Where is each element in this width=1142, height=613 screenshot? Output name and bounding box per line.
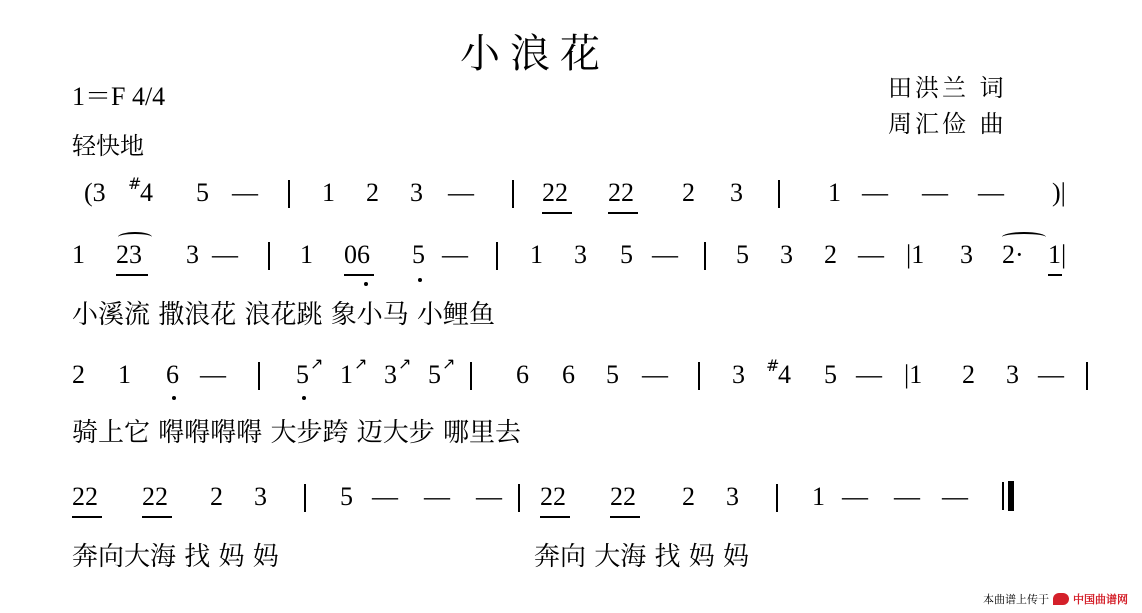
site-name: 中国曲谱网 (1073, 593, 1128, 606)
lyrics-line-2: 小溪流 撒浪花 浪花跳 象小马 小鲤鱼 (72, 300, 496, 330)
note: 2 (210, 482, 223, 511)
note: 5 (296, 360, 309, 389)
site-logo-icon (1053, 593, 1069, 605)
low-octave-dot (418, 278, 422, 282)
grace-arrow-icon: ↗ (354, 354, 368, 373)
underline (542, 212, 572, 214)
note: 6 (516, 360, 529, 389)
dotted-note: 2· (1002, 240, 1024, 269)
note: |1 (906, 240, 925, 269)
score-line-1 (72, 174, 1112, 224)
dash: — (894, 482, 920, 511)
closing-paren: )| (1052, 178, 1066, 207)
note: 5 (824, 360, 837, 389)
underline (608, 212, 638, 214)
key-signature: 1＝F 4/4 (72, 82, 166, 111)
note: 2 (962, 360, 975, 389)
composer-credit: 周汇俭 曲 (888, 110, 1007, 138)
note: 1 (828, 178, 841, 207)
note-pair: 22 (72, 482, 98, 511)
barline (778, 180, 780, 208)
underline (142, 516, 172, 518)
note: 6 (562, 360, 575, 389)
dash: — (856, 360, 882, 389)
final-barline-thin (1002, 482, 1004, 510)
note: |1 (904, 360, 923, 389)
score-line-3 (72, 354, 1112, 406)
dash: — (448, 178, 474, 207)
barline (1086, 362, 1088, 390)
lyrics-line-3: 骑上它 嘚嘚嘚嘚 大步跨 迈大步 哪里去 (72, 418, 522, 448)
note: 4 (778, 360, 791, 389)
note: 2 (366, 178, 379, 207)
final-barline-thick (1008, 481, 1014, 511)
site-watermark (983, 591, 1128, 607)
underline (116, 274, 148, 276)
note: 3 (780, 240, 793, 269)
barline (512, 180, 514, 208)
note: 3 (730, 178, 743, 207)
low-octave-dot (172, 396, 176, 400)
dash: — (424, 482, 450, 511)
note: 6 (166, 360, 179, 389)
note-pair: 22 (608, 178, 634, 207)
dash: — (1038, 360, 1064, 389)
sharp-sign: # (128, 174, 142, 193)
note: 5 (428, 360, 441, 389)
dash: — (862, 178, 888, 207)
barline (288, 180, 290, 208)
note: 3 (410, 178, 423, 207)
score-line-4 (72, 482, 1112, 528)
underline (610, 516, 640, 518)
note: 4 (140, 178, 153, 207)
dash: — (232, 178, 258, 207)
note: 2 (682, 178, 695, 207)
note: 3 (732, 360, 745, 389)
lyrics-line-4b: 奔向 大海 找 妈 妈 (534, 542, 750, 572)
barline (268, 242, 270, 270)
note-pair: 22 (542, 178, 568, 207)
note: 5 (340, 482, 353, 511)
note: (3 (84, 178, 106, 207)
note: 5 (196, 178, 209, 207)
note-pair: 22 (540, 482, 566, 511)
note: 1 (812, 482, 825, 511)
note-pair: 06 (344, 240, 370, 269)
barline (698, 362, 700, 390)
note: 1 (530, 240, 543, 269)
underline (344, 274, 374, 276)
sharp-sign: # (766, 356, 780, 375)
note: 5 (412, 240, 425, 269)
note: 3 (186, 240, 199, 269)
dash: — (212, 240, 238, 269)
note-pair: 22 (142, 482, 168, 511)
lyrics-line-4a: 奔向大海 找 妈 妈 (72, 542, 279, 572)
dash: — (978, 178, 1004, 207)
dash: — (942, 482, 968, 511)
note: 1| (1048, 240, 1067, 269)
note: 3 (384, 360, 397, 389)
barline (496, 242, 498, 270)
note: 1 (322, 178, 335, 207)
barline (518, 484, 520, 512)
barline (470, 362, 472, 390)
note: 1 (72, 240, 85, 269)
note-pair: 23 (116, 240, 142, 269)
note: 3 (960, 240, 973, 269)
grace-arrow-icon: ↗ (398, 354, 412, 373)
note: 5 (606, 360, 619, 389)
dash: — (476, 482, 502, 511)
barline (704, 242, 706, 270)
dash: — (858, 240, 884, 269)
note: 3 (1006, 360, 1019, 389)
note: 5 (736, 240, 749, 269)
grace-arrow-icon: ↗ (442, 354, 456, 373)
note: 1 (118, 360, 131, 389)
song-title: 小浪花 (460, 31, 610, 77)
note: 2 (824, 240, 837, 269)
note: 2 (682, 482, 695, 511)
low-octave-dot (302, 396, 306, 400)
underline (1048, 274, 1062, 276)
note: 2 (72, 360, 85, 389)
barline (304, 484, 306, 512)
note: 3 (574, 240, 587, 269)
barline (258, 362, 260, 390)
dash: — (642, 360, 668, 389)
low-octave-dot (364, 282, 368, 286)
dash: — (922, 178, 948, 207)
dash: — (200, 360, 226, 389)
dash: — (842, 482, 868, 511)
note-pair: 22 (610, 482, 636, 511)
dash: — (372, 482, 398, 511)
tempo-marking: 轻快地 (72, 132, 144, 160)
dash: — (652, 240, 678, 269)
underline (540, 516, 570, 518)
note: 3 (254, 482, 267, 511)
note: 1 (300, 240, 313, 269)
note: 1 (340, 360, 353, 389)
score-line-2 (72, 240, 1112, 286)
uploaded-text: 本曲谱上传于 (983, 593, 1049, 606)
barline (776, 484, 778, 512)
dash: — (442, 240, 468, 269)
underline (72, 516, 102, 518)
note: 3 (726, 482, 739, 511)
note: 5 (620, 240, 633, 269)
lyricist-credit: 田洪兰 词 (888, 74, 1007, 102)
grace-arrow-icon: ↗ (310, 354, 324, 373)
